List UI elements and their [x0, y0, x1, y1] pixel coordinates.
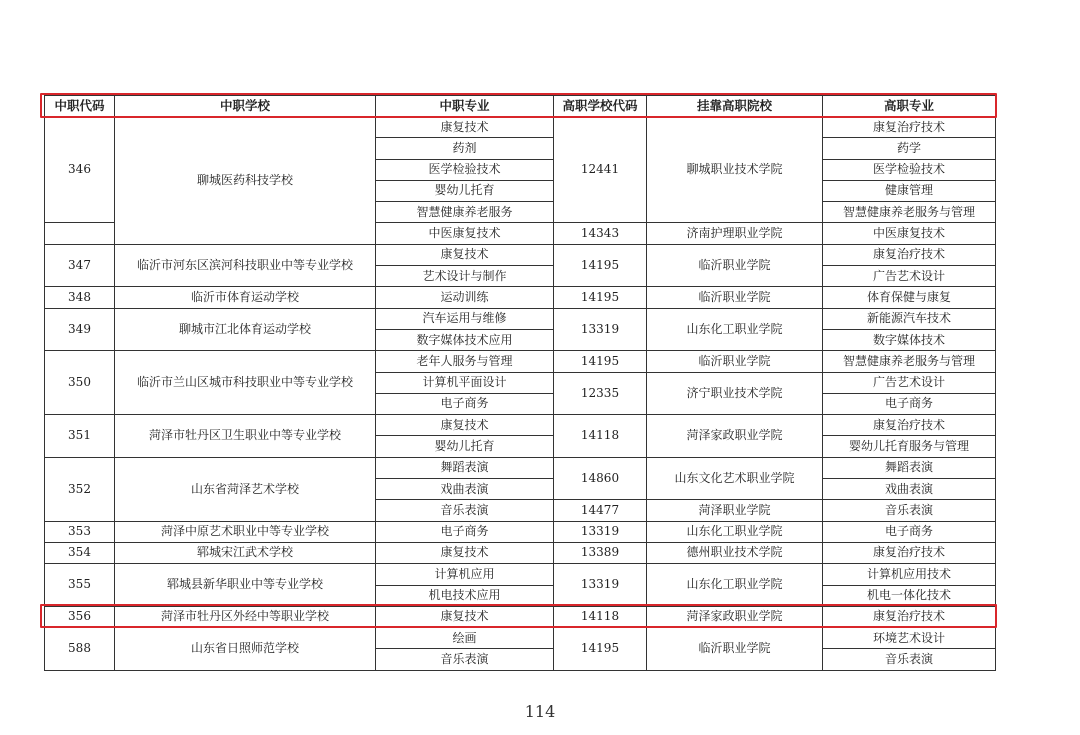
college-major-cell: 医学检验技术 [823, 159, 996, 180]
college-major-cell: 数字媒体技术 [823, 329, 996, 350]
college-major-cell: 康复治疗技术 [823, 606, 996, 627]
college-major-cell: 智慧健康养老服务与管理 [823, 351, 996, 372]
major-cell: 婴幼儿托育 [376, 180, 554, 201]
code-cell: 356 [45, 606, 115, 627]
school-cell: 菏泽中原艺术职业中等专业学校 [115, 521, 376, 542]
major-cell: 电子商务 [376, 521, 554, 542]
code-cell [45, 223, 115, 244]
header-college-major: 高职专业 [823, 96, 996, 117]
major-cell: 婴幼儿托育 [376, 436, 554, 457]
college-code-cell: 13389 [554, 542, 647, 563]
major-cell: 康复技术 [376, 606, 554, 627]
major-cell: 机电技术应用 [376, 585, 554, 606]
code-cell: 350 [45, 351, 115, 415]
college-cell: 聊城职业技术学院 [647, 117, 823, 223]
college-major-cell: 健康管理 [823, 180, 996, 201]
college-code-cell: 13319 [554, 521, 647, 542]
college-major-cell: 计算机应用技术 [823, 564, 996, 585]
college-major-cell: 中医康复技术 [823, 223, 996, 244]
college-code-cell: 14118 [554, 606, 647, 627]
major-cell: 电子商务 [376, 393, 554, 414]
school-cell: 临沂市兰山区城市科技职业中等专业学校 [115, 351, 376, 415]
table-row [45, 415, 996, 436]
major-cell: 戏曲表演 [376, 479, 554, 500]
college-major-cell: 电子商务 [823, 521, 996, 542]
major-cell: 智慧健康养老服务 [376, 202, 554, 223]
school-cell: 临沂市河东区滨河科技职业中等专业学校 [115, 244, 376, 287]
table-body [45, 117, 996, 671]
header-vocational-code: 中职代码 [45, 96, 115, 117]
major-cell: 舞蹈表演 [376, 457, 554, 478]
college-code-cell: 14195 [554, 351, 647, 372]
major-cell: 运动训练 [376, 287, 554, 308]
school-cell: 山东省日照师范学校 [115, 628, 376, 671]
code-cell: 355 [45, 564, 115, 607]
school-cell: 山东省菏泽艺术学校 [115, 457, 376, 521]
major-cell: 汽车运用与维修 [376, 308, 554, 329]
college-major-cell: 环境艺术设计 [823, 628, 996, 649]
college-major-cell: 药学 [823, 138, 996, 159]
college-code-cell: 13319 [554, 308, 647, 351]
major-cell: 中医康复技术 [376, 223, 554, 244]
table-header [45, 96, 996, 117]
header-row [45, 96, 996, 117]
major-cell: 康复技术 [376, 542, 554, 563]
college-cell: 山东文化艺术职业学院 [647, 457, 823, 500]
college-code-cell: 14118 [554, 415, 647, 458]
college-code-cell: 14477 [554, 500, 647, 521]
college-cell: 菏泽家政职业学院 [647, 606, 823, 627]
college-code-cell: 14860 [554, 457, 647, 500]
college-cell: 山东化工职业学院 [647, 521, 823, 542]
college-code-cell: 14195 [554, 244, 647, 287]
table-row [45, 628, 996, 649]
college-major-cell: 婴幼儿托育服务与管理 [823, 436, 996, 457]
code-cell: 353 [45, 521, 115, 542]
header-vocational-school: 中职学校 [115, 96, 376, 117]
school-cell: 菏泽市牡丹区外经中等职业学校 [115, 606, 376, 627]
table-row [45, 351, 996, 372]
table-row [45, 542, 996, 563]
school-cell: 聊城市江北体育运动学校 [115, 308, 376, 351]
major-cell: 绘画 [376, 628, 554, 649]
college-code-cell: 13319 [554, 564, 647, 607]
college-cell: 济宁职业技术学院 [647, 372, 823, 415]
admission-table [44, 95, 996, 671]
college-major-cell: 新能源汽车技术 [823, 308, 996, 329]
college-major-cell: 音乐表演 [823, 500, 996, 521]
major-cell: 康复技术 [376, 244, 554, 265]
table-row [45, 606, 996, 627]
major-cell: 艺术设计与制作 [376, 266, 554, 287]
table-row [45, 117, 996, 138]
major-cell: 康复技术 [376, 415, 554, 436]
college-major-cell: 康复治疗技术 [823, 117, 996, 138]
table-row [45, 287, 996, 308]
major-cell: 药剂 [376, 138, 554, 159]
college-major-cell: 舞蹈表演 [823, 457, 996, 478]
major-cell: 老年人服务与管理 [376, 351, 554, 372]
code-cell: 351 [45, 415, 115, 458]
code-cell: 347 [45, 244, 115, 287]
college-major-cell: 戏曲表演 [823, 479, 996, 500]
college-major-cell: 电子商务 [823, 393, 996, 414]
college-code-cell: 14195 [554, 287, 647, 308]
college-cell: 山东化工职业学院 [647, 564, 823, 607]
major-cell: 数字媒体技术应用 [376, 329, 554, 350]
table-row [45, 457, 996, 478]
table-row [45, 308, 996, 329]
school-cell: 临沂市体育运动学校 [115, 287, 376, 308]
major-cell: 康复技术 [376, 117, 554, 138]
table-row [45, 521, 996, 542]
header-college-code: 高职学校代码 [554, 96, 647, 117]
college-major-cell: 康复治疗技术 [823, 244, 996, 265]
major-cell: 计算机平面设计 [376, 372, 554, 393]
college-major-cell: 机电一体化技术 [823, 585, 996, 606]
table-row [45, 564, 996, 585]
college-major-cell: 体育保健与康复 [823, 287, 996, 308]
college-cell: 菏泽职业学院 [647, 500, 823, 521]
college-cell: 临沂职业学院 [647, 244, 823, 287]
header-affiliated-college: 挂靠高职院校 [647, 96, 823, 117]
table-row [45, 244, 996, 265]
college-major-cell: 智慧健康养老服务与管理 [823, 202, 996, 223]
major-cell: 计算机应用 [376, 564, 554, 585]
header-vocational-major: 中职专业 [376, 96, 554, 117]
college-code-cell: 12335 [554, 372, 647, 415]
page-number: 114 [524, 702, 556, 721]
college-cell: 临沂职业学院 [647, 628, 823, 671]
college-code-cell: 14195 [554, 628, 647, 671]
school-cell: 聊城医药科技学校 [115, 117, 376, 245]
school-cell: 郓城县新华职业中等专业学校 [115, 564, 376, 607]
major-cell: 音乐表演 [376, 649, 554, 670]
code-cell: 588 [45, 628, 115, 671]
college-major-cell: 康复治疗技术 [823, 542, 996, 563]
major-cell: 音乐表演 [376, 500, 554, 521]
school-cell: 菏泽市牡丹区卫生职业中等专业学校 [115, 415, 376, 458]
college-major-cell: 广告艺术设计 [823, 266, 996, 287]
code-cell: 348 [45, 287, 115, 308]
college-major-cell: 广告艺术设计 [823, 372, 996, 393]
code-cell: 346 [45, 117, 115, 223]
college-cell: 德州职业技术学院 [647, 542, 823, 563]
college-major-cell: 音乐表演 [823, 649, 996, 670]
college-major-cell: 康复治疗技术 [823, 415, 996, 436]
college-cell: 临沂职业学院 [647, 287, 823, 308]
code-cell: 354 [45, 542, 115, 563]
college-code-cell: 12441 [554, 117, 647, 223]
college-cell: 济南护理职业学院 [647, 223, 823, 244]
code-cell: 349 [45, 308, 115, 351]
code-cell: 352 [45, 457, 115, 521]
college-cell: 菏泽家政职业学院 [647, 415, 823, 458]
college-code-cell: 14343 [554, 223, 647, 244]
major-cell: 医学检验技术 [376, 159, 554, 180]
college-cell: 临沂职业学院 [647, 351, 823, 372]
college-cell: 山东化工职业学院 [647, 308, 823, 351]
school-cell: 郓城宋江武术学校 [115, 542, 376, 563]
